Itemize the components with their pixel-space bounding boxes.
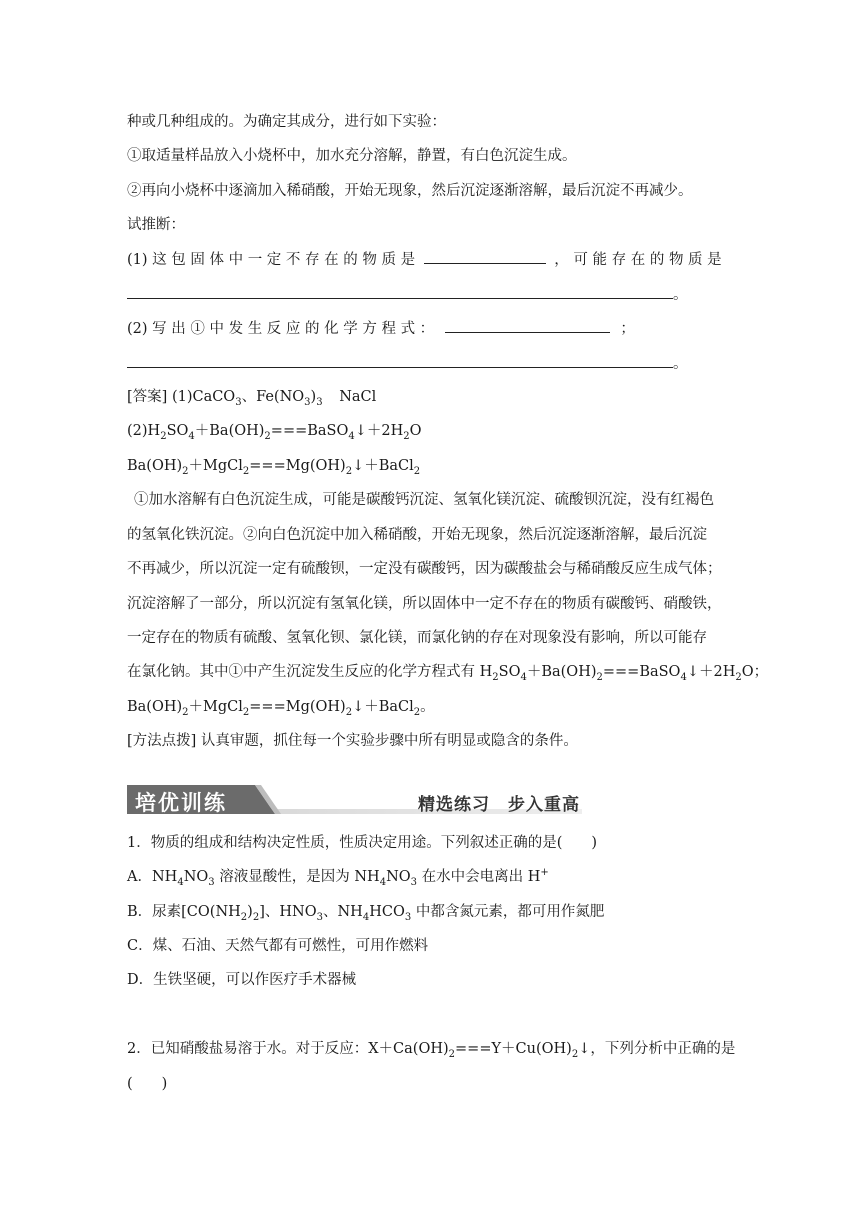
question-1-line <box>127 249 735 270</box>
text-part: ↓＋BaCl <box>352 699 414 715</box>
text-part: 溶液显酸性，是因为 NH <box>214 869 380 885</box>
text-part: B．尿素[CO(NH <box>127 904 241 920</box>
formula-part: O <box>409 423 422 439</box>
subscript: 2 <box>345 706 353 718</box>
explanation-line-2: 的氢氧化铁沉淀。②向白色沉淀中加入稀硝酸，开始无现象，然后沉淀逐渐溶解，最后沉淀 <box>127 527 707 543</box>
answer-blank-4[interactable] <box>127 353 673 368</box>
answer-line-1 <box>127 387 735 407</box>
banner-slogan: 精选练习 步入重高 <box>418 795 580 815</box>
text-part: Ba(OH) <box>127 699 183 715</box>
question-1-text-a: (1) 这 包 固 体 中 一 定 不 存 在 的 物 质 是 <box>127 252 416 268</box>
subscript: 4 <box>379 876 387 888</box>
subscript: 2 <box>160 430 167 442</box>
period: 。 <box>673 287 688 303</box>
subscript: 2 <box>242 706 250 718</box>
subscript: 2 <box>735 671 742 683</box>
question-2-stem <box>127 1039 735 1059</box>
formula-part: 、Fe(NO <box>241 389 305 405</box>
question-1-stem: 1．物质的组成和结构决定性质，性质决定用途。下列叙述正确的是( ) <box>127 835 598 851</box>
intro-infer: 试推断： <box>127 217 185 233</box>
formula-part: ) <box>310 389 317 405</box>
text-part: ===BaSO <box>602 664 681 680</box>
answer-blank-3[interactable] <box>445 318 610 333</box>
text-part: 中都含氮元素，都可用作氮肥 <box>411 904 605 920</box>
question-2-bracket: ( ) <box>127 1076 168 1092</box>
subscript: 2 <box>264 430 271 442</box>
text-part: 、NH <box>322 904 363 920</box>
section-banner <box>127 785 582 817</box>
subscript: 4 <box>177 876 184 888</box>
subscript: 2 <box>252 911 260 923</box>
text-part: 在水中会电离出 H <box>417 869 541 885</box>
text-part: 2．已知硝酸盐易溶于水。对于反应：X＋Ca(OH) <box>127 1041 449 1057</box>
subscript: 2 <box>596 671 603 683</box>
text-part: ]、HNO <box>259 904 317 920</box>
question-2-line <box>127 318 735 339</box>
subscript: 2 <box>182 465 189 477</box>
answer-blank-1[interactable] <box>424 249 546 264</box>
text-part: ＋MgCl <box>188 699 243 715</box>
subscript: 2 <box>182 706 189 718</box>
subscript: 3 <box>410 876 418 888</box>
question-1-text-b: ， 可 能 存 在 的 物 质 是 <box>554 252 722 268</box>
explanation-line-6 <box>127 662 769 683</box>
subscript: 3 <box>235 396 242 408</box>
subscript: 2 <box>240 911 248 923</box>
subscript: 2 <box>403 430 410 442</box>
text-part: SO <box>498 664 521 680</box>
option-b[interactable] <box>127 902 735 922</box>
intro-step-2: ②再向小烧杯中逐滴加入稀硝酸，开始无现象，然后沉淀逐渐溶解，最后沉淀不再减少。 <box>127 183 693 199</box>
subscript: 4 <box>520 671 527 683</box>
subscript: 3 <box>304 396 311 408</box>
superscript: + <box>540 867 549 879</box>
formula-part: ===BaSO <box>270 423 349 439</box>
formula-part: Ba(OH) <box>127 458 183 474</box>
subscript: 4 <box>680 671 687 683</box>
text-part: O； <box>741 664 769 680</box>
subscript: 4 <box>362 911 370 923</box>
text-part: A．NH <box>127 869 178 885</box>
formula-nacl: NaCl <box>339 389 377 405</box>
subscript: 2 <box>448 1048 456 1060</box>
text-part: HCO <box>369 904 405 920</box>
text-part: ↓＋2H <box>686 664 736 680</box>
text-part: 。 <box>420 699 435 715</box>
text-part: NO <box>183 869 209 885</box>
explanation-line-7 <box>127 697 735 717</box>
text-part: ＋Ba(OH) <box>526 664 597 680</box>
question-2-text-a: (2) 写 出 ① 中 发 生 反 应 的 化 学 方 程 式 ： <box>127 321 435 337</box>
question-2-line-2 <box>127 353 735 374</box>
answer-blank-2[interactable] <box>127 284 673 299</box>
text-part: 在氯化钠。其中①中产生沉淀发生反应的化学方程式有 H <box>127 664 493 680</box>
subscript: 4 <box>348 430 355 442</box>
formula-part: ↓＋BaCl <box>352 458 414 474</box>
method-tip: [方法点拨] 认真审题，抓住每一个实验步骤中所有明显或隐含的条件。 <box>127 733 578 749</box>
text-part: ↓，下列分析中正确的是 <box>578 1041 736 1057</box>
option-a[interactable] <box>127 867 735 887</box>
text-part: ===Mg(OH) <box>249 699 346 715</box>
question-2-text-b: ； <box>620 321 635 337</box>
intro-line-1: 种或几种组成的。为确定其成分，进行如下实验： <box>127 114 446 130</box>
subscript: 2 <box>242 465 250 477</box>
subscript: 2 <box>345 465 353 477</box>
explanation-line-3: 不再减少，所以沉淀一定有硫酸钡，一定没有碳酸钙，因为碳酸盐会与稀硝酸反应生成气体； <box>127 561 722 577</box>
option-d[interactable]: D．生铁坚硬，可以作医疗手术器械 <box>127 972 357 988</box>
period: 。 <box>673 356 688 372</box>
option-c[interactable]: C．煤、石油、天然气都有可燃性，可用作燃料 <box>127 938 429 954</box>
subscript: 3 <box>316 396 323 408</box>
explanation-line-5: 一定存在的物质有硫酸、氢氧化钡、氯化镁，而氯化钠的存在对现象没有影响，所以可能存 <box>127 630 707 646</box>
question-1-line-2 <box>127 284 735 305</box>
formula-part: (1)CaCO <box>171 389 236 405</box>
explanation-line-4: 沉淀溶解了一部分，所以沉淀有氢氧化镁，所以固体中一定不存在的物质有碳酸钙、硝酸铁， <box>127 596 722 612</box>
formula-part: ＋Ba(OH) <box>194 423 265 439</box>
formula-part: SO <box>166 423 189 439</box>
text-part: ) <box>247 904 253 920</box>
formula-part: ===Mg(OH) <box>249 458 346 474</box>
explanation-line-1: ①加水溶解有白色沉淀生成，可能是碳酸钙沉淀、氢氧化镁沉淀、硫酸钡沉淀，没有红褐色 <box>134 492 714 508</box>
subscript: 3 <box>208 876 215 888</box>
subscript: 3 <box>404 911 412 923</box>
subscript: 2 <box>571 1048 579 1060</box>
subscript: 2 <box>492 671 499 683</box>
answer-label: [答案] <box>127 389 168 405</box>
subscript: 2 <box>413 465 421 477</box>
text-part: NO <box>386 869 411 885</box>
intro-step-1: ①取适量样品放入小烧杯中，加水充分溶解，静置，有白色沉淀生成。 <box>127 148 577 164</box>
text-part: ===Y＋Cu(OH) <box>455 1041 572 1057</box>
subscript: 3 <box>316 911 323 923</box>
banner-title: 培优训练 <box>135 791 227 815</box>
subscript: 2 <box>413 706 421 718</box>
formula-part: ↓＋2H <box>354 423 404 439</box>
formula-part: ＋MgCl <box>188 458 243 474</box>
formula-part: (2)H <box>127 423 161 439</box>
answer-equation-2 <box>127 456 735 476</box>
subscript: 4 <box>188 430 195 442</box>
answer-equation-1 <box>127 421 735 441</box>
